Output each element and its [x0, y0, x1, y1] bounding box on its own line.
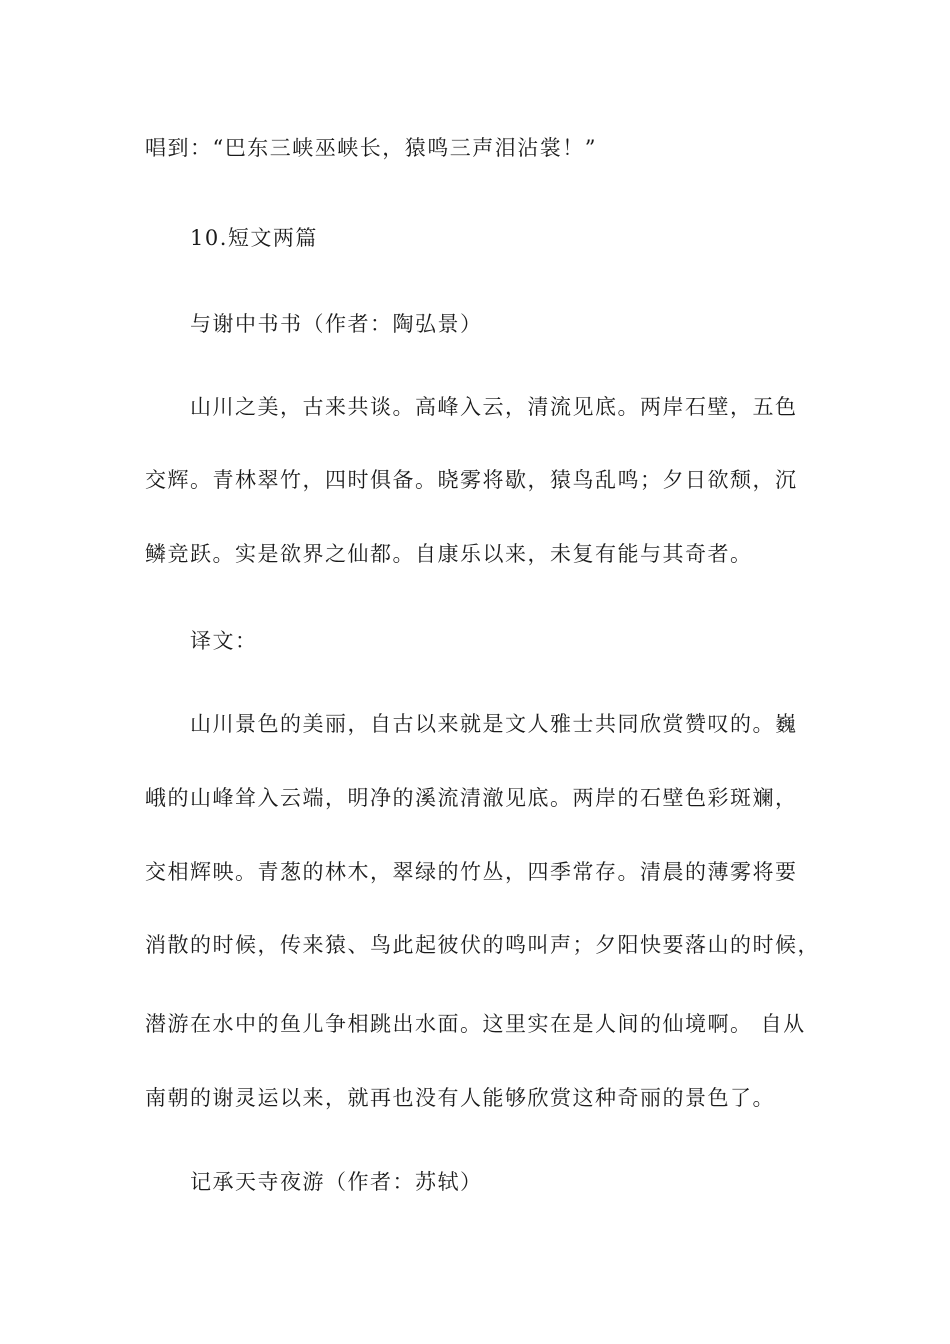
original-text-line: 交辉。青林翠竹，四时俱备。晓雾将歇，猿鸟乱鸣；夕日欲颓，沉: [145, 468, 798, 492]
essay-title-2: 记承天寺夜游（作者：苏轼）: [190, 1170, 483, 1194]
poem-quote-line: 唱到：“巴东三峡巫峡长，猿鸣三声泪沾裳！”: [145, 136, 597, 160]
translation-line: 交相辉映。青葱的林木，翠绿的竹丛，四季常存。清晨的薄雾将要: [145, 860, 798, 884]
original-text-line: 山川之美，古来共谈。高峰入云，清流见底。两岸石壁，五色: [190, 395, 798, 419]
section-heading: 10.短文两篇: [190, 226, 318, 250]
translation-line: 消散的时候，传来猿、鸟此起彼伏的鸣叫声；夕阳快要落山的时候，: [145, 933, 820, 957]
translation-label: 译文：: [190, 629, 258, 653]
translation-line: 峨的山峰耸入云端，明净的溪流清澈见底。两岸的石壁色彩斑斓，: [145, 786, 798, 810]
essay-title-1: 与谢中书书（作者：陶弘景）: [190, 312, 483, 336]
translation-line: 南朝的谢灵运以来，就再也没有人能够欣赏这种奇丽的景色了。: [145, 1086, 775, 1110]
translation-line: 潜游在水中的鱼儿争相跳出水面。这里实在是人间的仙境啊。 自从: [145, 1012, 806, 1036]
translation-line: 山川景色的美丽，自古以来就是文人雅士共同欣赏赞叹的。巍: [190, 712, 798, 736]
original-text-line: 鳞竞跃。实是欲界之仙都。自康乐以来，未复有能与其奇者。: [145, 542, 753, 566]
